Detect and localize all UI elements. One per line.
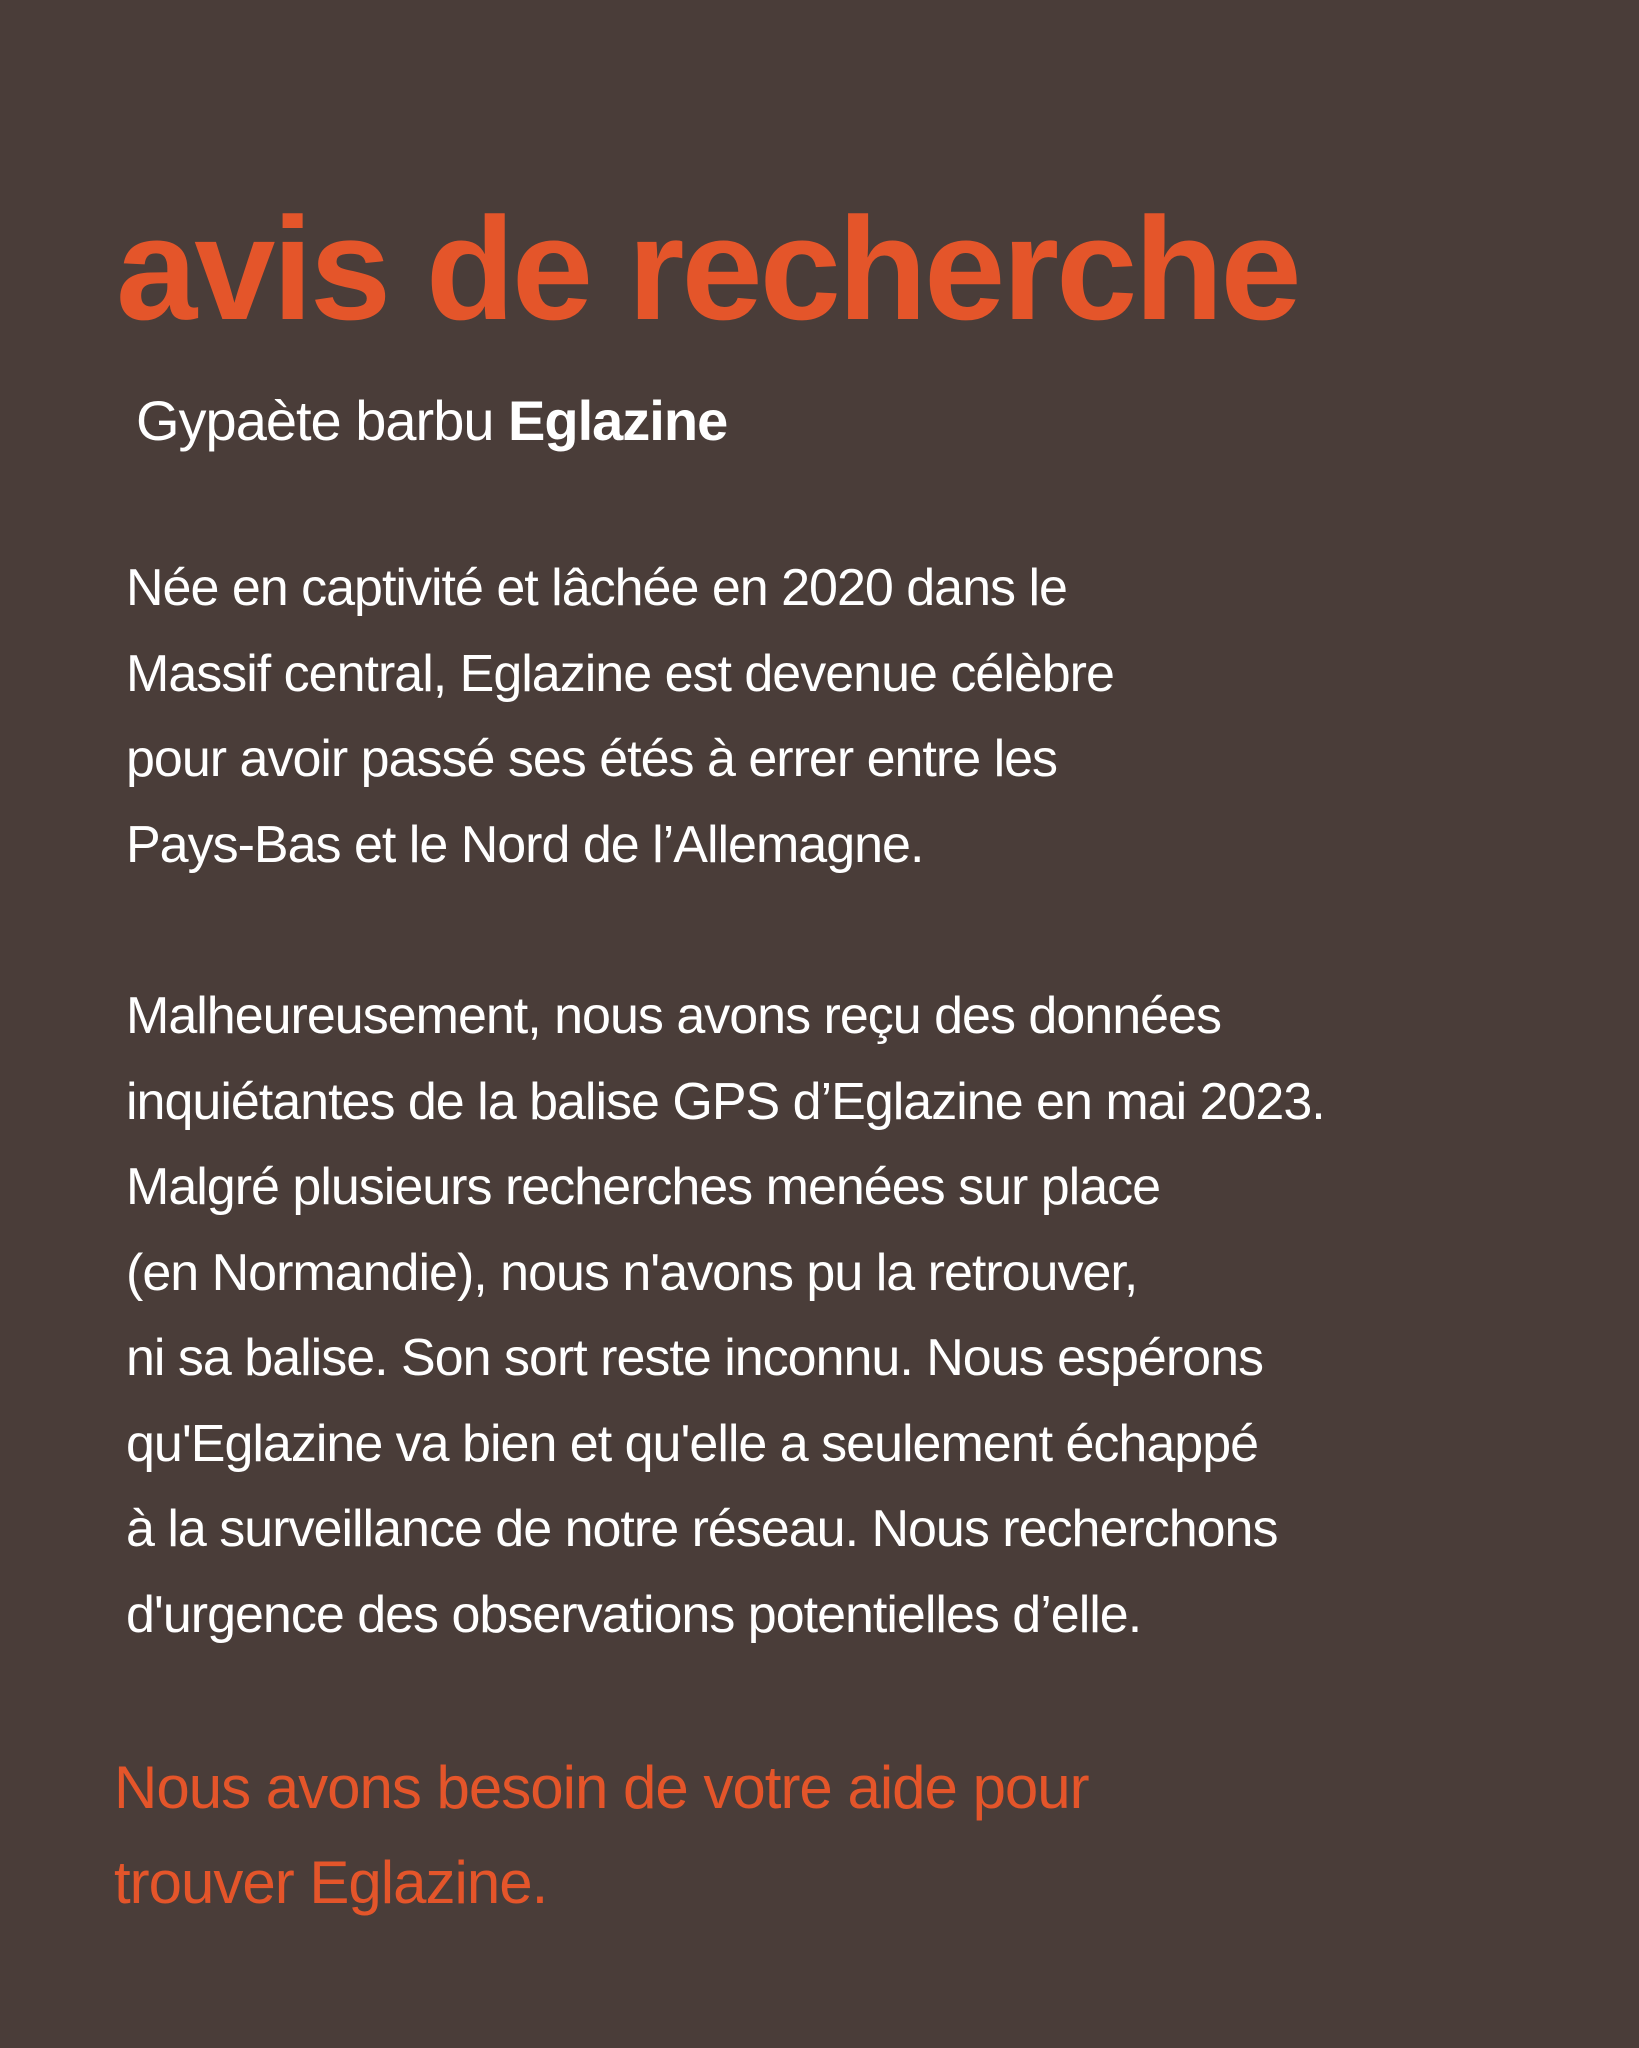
paragraph-line: Malheureusement, nous avons reçu des données [126,987,1221,1045]
paragraph-line: Pays-Bas et le Nord de l’Allemagne. [126,815,924,874]
subtitle [136,390,727,452]
paragraph-line: Malgré plusieurs recherches menées sur place [126,1158,1161,1216]
call-to-action-line: Nous avons besoin de votre aide pour [114,1754,1089,1821]
subtitle-name: Eglazine [508,389,728,452]
paragraph-line: d'urgence des observations potentielles d’elle. [126,1585,1142,1644]
paragraph-background [126,546,1114,888]
paragraph-line: Massif central, Eglazine est devenue célèbre [126,644,1114,703]
call-to-action-line: trouver Eglazine. [114,1849,548,1916]
paragraph-line: à la surveillance de notre réseau. Nous recherchons [126,1500,1278,1558]
paragraph-line: ni sa balise. Son sort reste inconnu. Nous espérons [126,1329,1264,1387]
paragraph-line: (en Normandie), nous n'avons pu la retrouver, [126,1243,1138,1302]
call-to-action [114,1740,1089,1930]
paragraph-line: pour avoir passé ses étés à errer entre les [126,730,1058,788]
paragraph-situation [126,974,1325,1658]
paragraph-line: inquiétantes de la balise GPS d’Eglazine en mai 2023. [126,1072,1325,1131]
page-title: avis de recherche [116,187,1299,350]
subtitle-species: Gypaète barbu [136,389,494,452]
paragraph-line: qu'Eglazine va bien et qu'elle a seulement échappé [126,1414,1259,1473]
paragraph-line: Née en captivité et lâchée en 2020 dans le [126,559,1067,617]
